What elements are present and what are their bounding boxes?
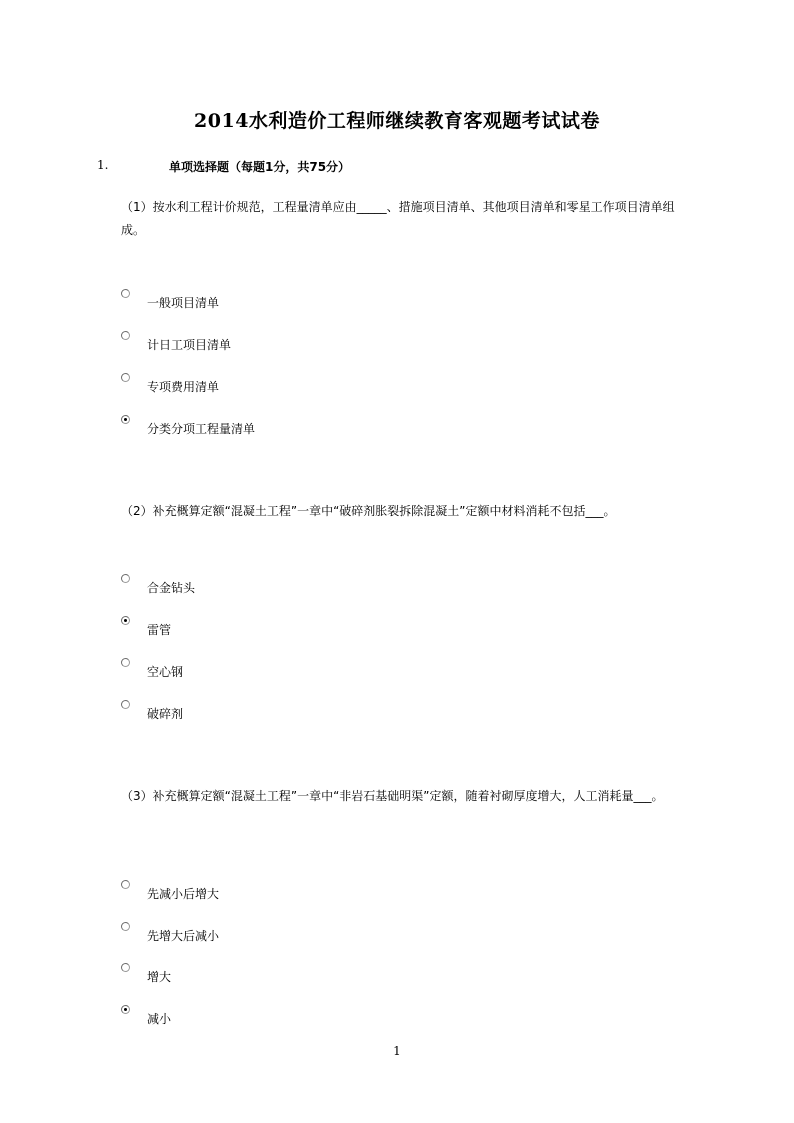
radio-button[interactable] [121, 922, 130, 931]
question-3-option-2[interactable] [121, 922, 421, 942]
option-label: 增大 [147, 970, 172, 984]
question-1-option-2[interactable] [121, 331, 421, 351]
option-label: 破碎剂 [147, 707, 184, 721]
option-label: 先增大后减小 [147, 929, 220, 943]
question-2-option-3[interactable] [121, 658, 421, 678]
question-1-option-3[interactable] [121, 373, 421, 393]
option-label: 减小 [147, 1012, 172, 1026]
radio-button[interactable] [121, 963, 130, 972]
radio-button[interactable] [121, 373, 130, 382]
radio-button[interactable] [121, 658, 130, 667]
document-title: 2014水利造价工程师继续教育客观题考试试卷 [194, 110, 600, 132]
option-label: 先减小后增大 [147, 887, 220, 901]
radio-button[interactable] [121, 574, 130, 583]
section-heading [97, 158, 697, 178]
radio-button[interactable] [121, 700, 130, 709]
question-1-text: （1）按水利工程计价规范，工程量清单应由_____、措施项目清单、其他项目清单和零星工作项目清单组成。 [121, 200, 675, 237]
radio-button[interactable] [121, 415, 130, 424]
radio-button[interactable] [121, 616, 130, 625]
option-label: 计日工项目清单 [147, 338, 232, 352]
question-2-option-4[interactable] [121, 700, 421, 720]
option-label: 空心钢 [147, 665, 184, 679]
question-3-option-4[interactable] [121, 1005, 421, 1025]
question-2-option-1[interactable] [121, 574, 421, 594]
section-number: 1. [97, 158, 109, 172]
radio-button[interactable] [121, 1005, 130, 1014]
question-2-option-2[interactable] [121, 616, 421, 636]
question-2-text: （2）补充概算定额“混凝土工程”一章中“破碎剂胀裂拆除混凝土”定额中材料消耗不包括___。 [121, 504, 616, 518]
question-3-option-1[interactable] [121, 880, 421, 900]
section-title: 单项选择题（每题1分，共75分） [169, 160, 351, 174]
radio-button[interactable] [121, 289, 130, 298]
question-1-option-4[interactable] [121, 415, 421, 435]
question-3-option-3[interactable] [121, 963, 421, 983]
radio-button[interactable] [121, 880, 130, 889]
radio-button[interactable] [121, 331, 130, 340]
page-number: 1 [393, 1044, 401, 1058]
question-1-option-1[interactable] [121, 289, 421, 309]
option-label: 一般项目清单 [147, 296, 220, 310]
option-label: 分类分项工程量清单 [147, 422, 256, 436]
question-3-text: （3）补充概算定额“混凝土工程”一章中“非岩石基础明渠”定额，随着衬砌厚度增大，人工消耗量___。 [121, 789, 664, 803]
option-label: 合金钻头 [147, 581, 196, 595]
option-label: 雷管 [147, 623, 172, 637]
option-label: 专项费用清单 [147, 380, 220, 394]
